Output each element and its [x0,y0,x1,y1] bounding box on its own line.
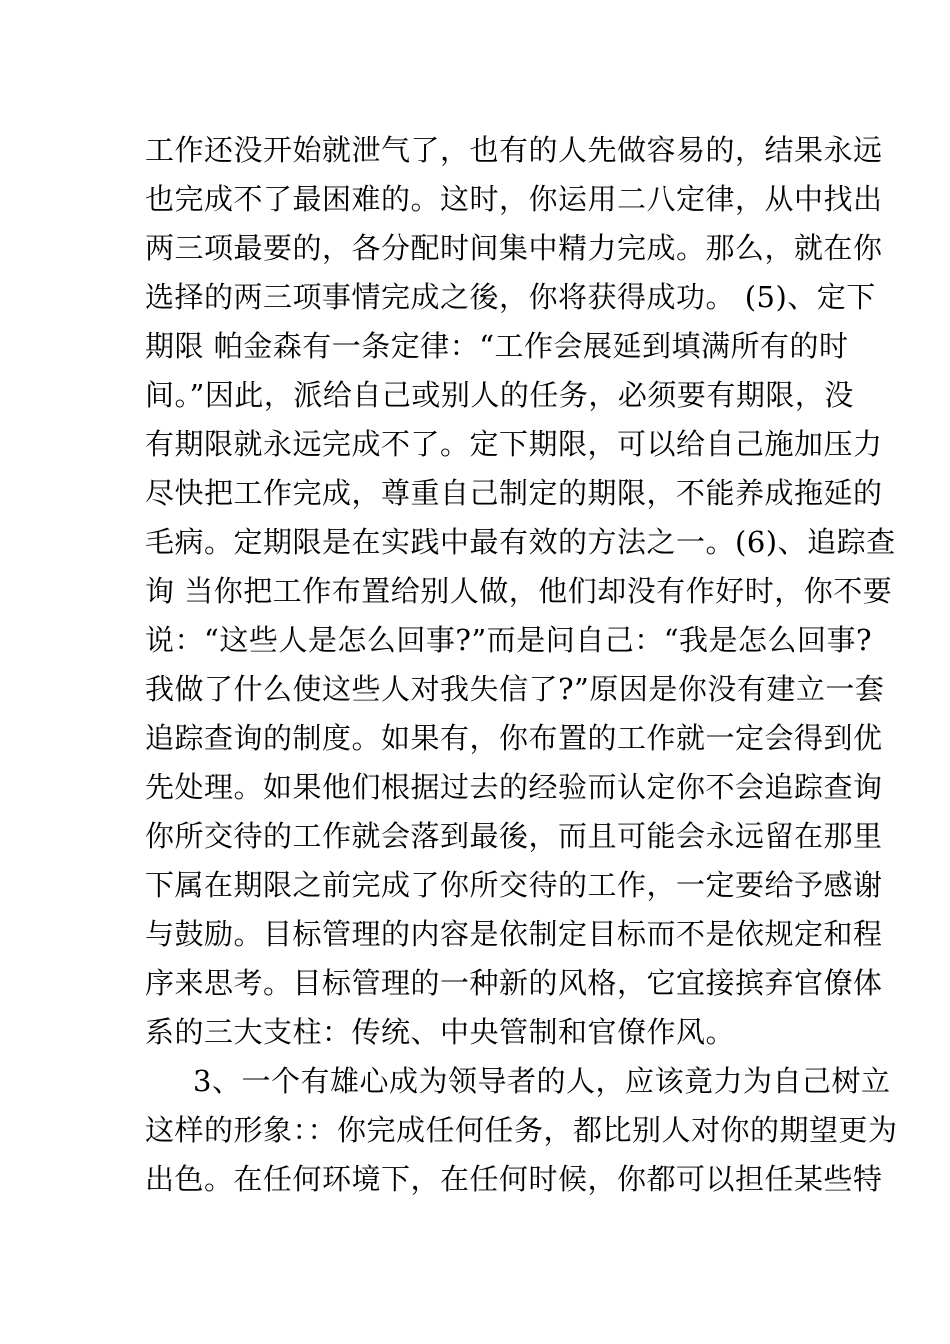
text-line: 这样的形象：：你完成任何任务，都比别人对你的期望更为 [145,1113,898,1147]
text-line: 选择的两三项事情完成之後，你将获得成功。 (5)、定下 [145,280,876,314]
text-line: 毛病。定期限是在实践中最有效的方法之一。(6)、追踪查 [145,525,896,559]
text-line: 询 当你把工作布置给别人做，他们却没有作好时，你不要 [145,574,893,608]
text-line: 两三项最要的，各分配时间集中精力完成。那么，就在你 [145,231,883,265]
text-line: 下属在期限之前完成了你所交待的工作，一定要给予感谢 [145,868,883,902]
text-line: 系的三大支柱：传统、中央管制和官僚作风。 [145,1015,736,1049]
text-line: 期限 帕金森有一条定律：“工作会展延到填满所有的时 [145,329,849,363]
text-line: 与鼓励。目标管理的内容是依制定目标而不是依规定和程 [145,917,883,951]
text-line: 3、一个有雄心成为领导者的人，应该竟力为自己树立 [193,1064,891,1098]
text-line: 说：“这些人是怎么回事?”而是问自己：“我是怎么回事? [145,623,873,657]
text-line: 序来思考。目标管理的一种新的风格，它宜接摈弃官僚体 [145,966,883,1000]
text-line: 出色。在任何环境下，在任何时候，你都可以担任某些特 [145,1162,883,1196]
text-line: 你所交待的工作就会落到最後，而且可能会永远留在那里 [145,819,883,853]
text-line: 工作还没开始就泄气了，也有的人先做容易的，结果永远 [145,133,883,167]
text-line: 我做了什么使这些人对我失信了?”原因是你没有建立一套 [145,672,885,706]
text-line: 有期限就永远完成不了。定下期限，可以给自己施加压力 [145,427,883,461]
text-line: 尽快把工作完成，尊重自己制定的期限，不能养成拖延的 [145,476,883,510]
body-text [145,126,898,1204]
text-line: 追踪查询的制度。如果有，你布置的工作就一定会得到优 [145,721,883,755]
text-line: 也完成不了最困难的。这时，你运用二八定律，从中找出 [145,182,883,216]
text-line: 先处理。如果他们根据过去的经验而认定你不会追踪查询 [145,770,883,804]
text-line: 间。”因此，派给自己或别人的任务，必须要有期限，没 [145,378,854,412]
